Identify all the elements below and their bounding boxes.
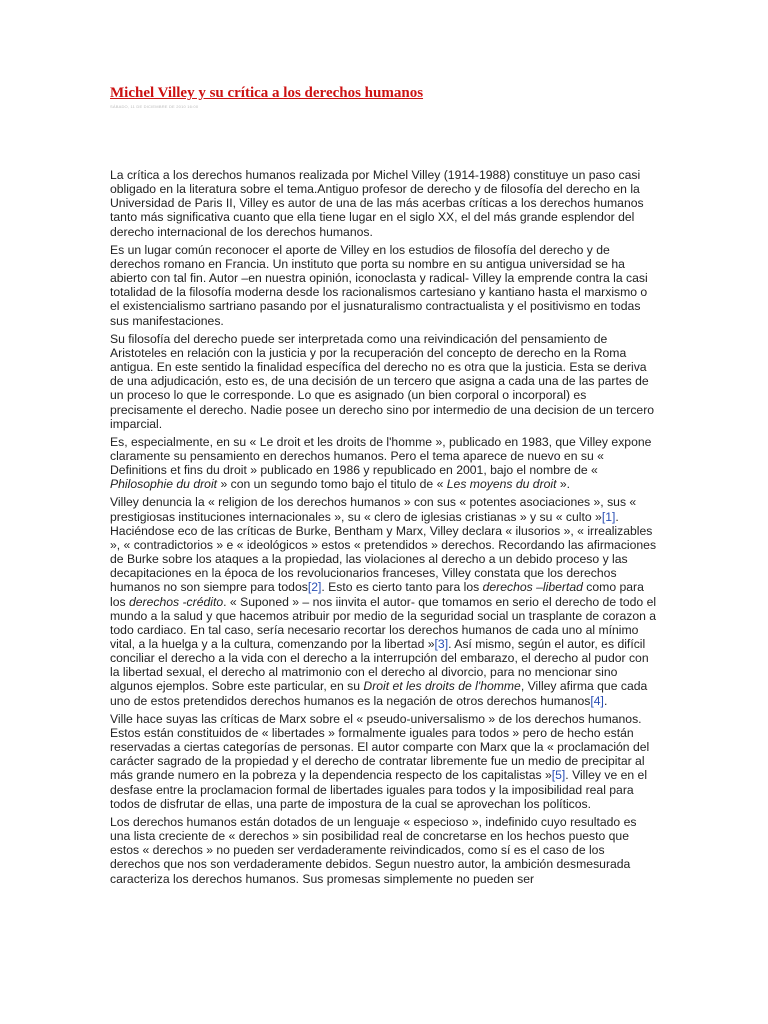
article-title[interactable]: Michel Villey y su crítica a los derechos humanos <box>110 85 424 101</box>
paragraph: La crítica a los derechos humanos realizada por Michel Villey (1914-1988) constituye un paso casi obligado en la literatura sobre el tema.Antiguo profesor de derecho y de filosofía del derecho en la Universidad de Paris II, Villey es autor de una de las más acerbas críticas a los derechos humanos tanto más significativa cuanto que ella tiene lugar en el siglo XX, el del más grande esplendor del derecho internacional de los derechos humanos. <box>110 168 644 239</box>
text-run: . Así mismo, según el autor, es difícil conciliar el derecho a la vida con el derecho a la interrupción del embarazo, el derecho al pudor con la libertad sexual, el derecho al matrimonio con el derecho al divorcio, para no mencionar sino algunos ejemplos. Sobre este particular, en su <box>110 637 649 694</box>
italic-term: derechos –libertad <box>482 580 583 595</box>
text-run: Villey denuncia la « religion de los derechos humanos » con sus « potentes asociaciones », sus « prestigiosas instituciones internacionales », su « clero de iglesias cristianas » y su « culto » <box>110 495 637 524</box>
text-run: . « Suponed » – nos iinvita el autor- que tomamos en serio el derecho de todo el mundo a la salud y que hacemos atribuir por medio de la seguridad social un trasplante de corazon a todo cardiaco. En tal caso, sería necesario recortar los derechos humanos de cada uno al mínimo vital, a la huelga y a la cultura, comenzando por la libertad » <box>110 594 657 651</box>
book-title: Philosophie du droit <box>110 477 218 492</box>
footnote-link-1[interactable]: [1] <box>601 509 616 524</box>
text-run: como para los <box>110 580 644 609</box>
italic-term: derechos -crédito <box>128 594 224 609</box>
paragraph: Los derechos humanos están dotados de un lenguaje « especioso », indefinido cuyo resultado es una lista creciente de « derechos » sin posibilidad real de concretarse en los hechos puesto que estos « derechos » no pueden ser verdaderamente reivindicados, como sí es el caso de los derechos que nos son verdaderamente debidos. Segun nuestro autor, la ambición desmesurada caracteriza los derechos humanos. Sus promesas simplemente no pueden ser <box>110 814 637 886</box>
text-run: . Haciéndose eco de las críticas de Burke, Bentham y Marx, Villey declara « ilusorios », « irrealizables », « contradictorios » e « ideológicos » estos « pretendidos » derechos. Recordando las afirmaciones de Burke sobre los ataques a la propiedad, las violaciones al derecho a un debido proceso y las decapitaciones en la época de los revolucionarios franceses, Villey constata que los derechos humanos no son siempre para todos <box>110 509 657 595</box>
text-run: , Villey afirma que cada uno de estos pretendidos derechos humanos es la negación de otros derechos humanos <box>110 679 648 708</box>
book-title: Droit et les droits de l'homme <box>363 679 521 694</box>
footnote-link-2[interactable]: [2] <box>307 580 322 595</box>
footnote-link-5[interactable]: [5] <box>551 768 566 783</box>
article-body <box>110 168 658 890</box>
paragraph <box>110 495 658 707</box>
paragraph <box>110 712 658 811</box>
text-run: Es, especialmente, en su « Le droit et les droits de l'homme », publicado en 1983, que Villey expone claramente su pensamiento en derechos humanos. Pero el tema aparece de nuevo en su « Definitions et fins du droit » publicado en 1986 y republicado en 2001, bajo el nombre de « <box>110 434 652 478</box>
text-run: » con un segundo tomo bajo el titulo de « <box>217 477 447 492</box>
article-date: SÁBADO, 11 DE DICIEMBRE DE 2010 16:00 <box>110 104 199 109</box>
footnote-link-4[interactable]: [4] <box>590 693 604 708</box>
text-run: . <box>603 693 608 708</box>
footnote-link-3[interactable]: [3] <box>434 637 449 651</box>
text-run: . Esto es cierto tanto para los <box>321 580 483 595</box>
text-run: ». <box>556 477 571 492</box>
paragraph: Su filosofía del derecho puede ser interpretada como una reivindicación del pensamiento de Aristoteles en relación con la justicia y por la recuperación del concepto de derecho en la Roma antigua. En este sentido la finalidad específica del derecho no es otra que la justicia. Esta se deriva de una adjudicación, esto es, de una decisión de un tercero que asigna a cada una de las partes de un proceso lo que le corresponde. Lo que es asignado (un bien corporal o incorporal) es precisamente el derecho. Nadie posee un derecho sino por intermedio de una decision de un tercero imparcial. <box>110 331 655 431</box>
text-run: . Villey ve en el desfase entre la proclamacion formal de libertades iguales para todos y la imposibilidad real para todos de disfrutar de ellas, una parte de impostura de la cual se aprovechan los políticos. <box>110 768 648 811</box>
text-run: Ville hace suyas las críticas de Marx sobre el « pseudo-universalismo » de los derechos humanos. Estos están constituidos de « libertades » formalmente iguales para todos » pero de hecho están reservadas a ciertas categorías de personas. El autor comparte con Marx que la « proclamación del carácter sagrado de la propiedad y el derecho de contratar libremente fue un medio de precipitar al más grande numero en la pobreza y la dependencia respecto de los capitalistas » <box>110 711 650 783</box>
book-title: Les moyens du droit <box>446 477 557 492</box>
paragraph <box>110 435 658 492</box>
paragraph: Es un lugar común reconocer el aporte de Villey en los estudios de filosofía del derecho y de derechos romano en Francia. Un instituto que porta su nombre en su antigua universidad se ha abierto con tal fin. Autor –en nuestra opinión, iconoclasta y radical- Villey la emprende contra la casi totalidad de la filosofía moderna desde los racionalismos cartesiano y kantiano hasta el marxismo o el existencialismo sartriano pasando por el jusnaturalismo contractualista y el positivismo en todas sus manifestaciones. <box>110 242 648 328</box>
